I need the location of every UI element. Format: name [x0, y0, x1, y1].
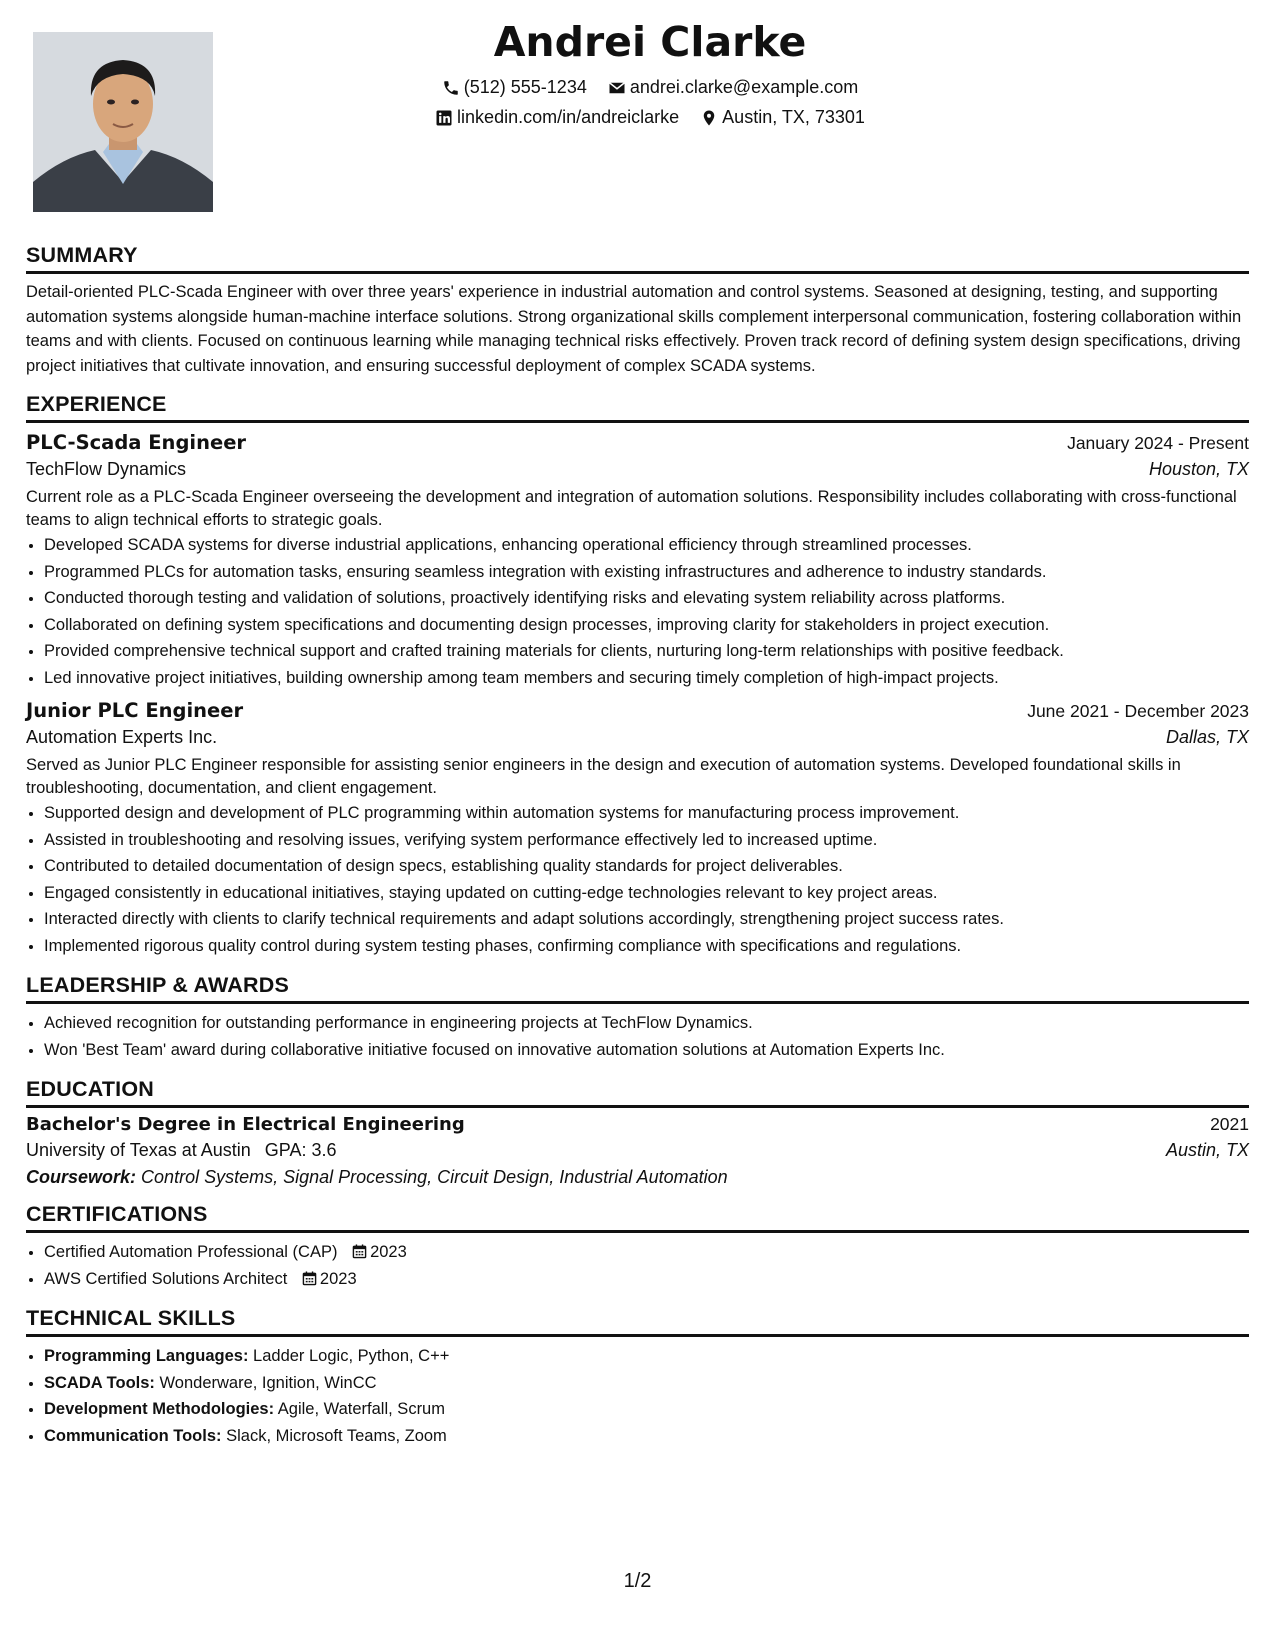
- summary-text: Detail-oriented PLC-Scada Engineer with over three years' experience in industrial automation and control systems. Seasoned at designing, testing, and supporting automation systems alongside human-machine interface solutions. Strong organizational skills complement interpersonal communication, fostering collaboration within teams and with clients. Focused on continuous learning while managing technical risks effectively. Proven track record of defining system design specifications, driving project initiatives that cultivate innovation, and ensuring successful deployment of complex SCADA systems.: [26, 283, 1242, 375]
- list-item: • Provided comprehensive technical support and crafted training materials for clients, nurturing long-term relationships with positive feedback.: [44, 638, 1249, 665]
- summary-section: [26, 243, 1249, 378]
- job-dates: June 2021 - December 2023: [1027, 701, 1249, 721]
- leadership-section: [26, 973, 1249, 1063]
- skills-list: [26, 1343, 1249, 1449]
- cert-name: Certified Automation Professional (CAP): [44, 1243, 338, 1261]
- section-title-certifications: CERTIFICATIONS: [26, 1202, 1249, 1233]
- leadership-list: [26, 1010, 1249, 1063]
- job-title: Junior PLC Engineer: [26, 699, 244, 722]
- list-item: • Assisted in troubleshooting and resolving issues, verifying system performance effectively led to increased uptime.: [44, 827, 1249, 854]
- linkedin-text: linkedin.com/in/andreiclarke: [457, 107, 680, 127]
- job-bullets: [26, 532, 1249, 691]
- school-name: University of Texas at Austin: [26, 1140, 251, 1160]
- job-dates: January 2024 - Present: [1067, 433, 1249, 453]
- job-location: Dallas, TX: [1165, 727, 1249, 747]
- education-section: [26, 1077, 1249, 1188]
- cert-name: AWS Certified Solutions Architect: [44, 1269, 288, 1288]
- linkedin-icon: [435, 109, 453, 127]
- list-item: [44, 1239, 1249, 1266]
- graduation-year: 2021: [1210, 1114, 1249, 1134]
- phone-icon: [442, 79, 460, 97]
- portrait-image: [33, 32, 213, 212]
- email-text: andrei.clarke@example.com: [629, 77, 859, 97]
- coursework: [26, 1167, 1249, 1188]
- list-item: • Achieved recognition for outstanding performance in engineering projects at TechFlow Dynamics.: [44, 1010, 1249, 1037]
- school-location: Austin, TX: [1165, 1140, 1249, 1160]
- location-item: [700, 107, 865, 128]
- skill-category: SCADA Tools:: [44, 1373, 155, 1392]
- skill-values: Agile, Waterfall, Scrum: [277, 1400, 445, 1418]
- degree-title: Bachelor's Degree in Electrical Engineering: [26, 1114, 465, 1135]
- phone-text: (512) 555-1234: [463, 77, 587, 97]
- cert-year: 2023: [319, 1269, 357, 1288]
- location-text: Austin, TX, 73301: [722, 107, 865, 127]
- phone-item[interactable]: [442, 77, 587, 98]
- experience-section: [26, 392, 1249, 959]
- section-title-skills: TECHNICAL SKILLS: [26, 1306, 1249, 1337]
- list-item: [44, 1423, 1249, 1450]
- skill-category: Communication Tools:: [44, 1426, 222, 1445]
- section-title-leadership: LEADERSHIP & AWARDS: [26, 973, 1249, 1004]
- skill-category: Programming Languages:: [44, 1347, 249, 1365]
- job-entry: [26, 699, 1249, 959]
- list-item: [44, 1343, 1249, 1370]
- list-item: • Won 'Best Team' award during collaborative initiative focused on innovative automation solutions at Automation Experts Inc.: [44, 1037, 1249, 1064]
- list-item: • Led innovative project initiatives, building ownership among team members and securing timely completion of high-impact projects.: [44, 665, 1249, 692]
- job-location: Houston, TX: [1148, 459, 1249, 479]
- skill-values: Wonderware, Ignition, WinCC: [159, 1373, 377, 1392]
- coursework-label: Coursework:: [26, 1167, 137, 1187]
- envelope-icon: [608, 79, 626, 97]
- list-item: • Conducted thorough testing and validation of solutions, proactively identifying risks and elevating system reliability across platforms.: [44, 585, 1249, 612]
- company-name: Automation Experts Inc.: [26, 727, 218, 747]
- skill-category: Development Methodologies:: [44, 1400, 275, 1418]
- list-item: [44, 1396, 1249, 1423]
- candidate-name: Andrei Clarke: [493, 18, 807, 66]
- resume-body: [26, 243, 1249, 1463]
- list-item: • Developed SCADA systems for diverse industrial applications, enhancing operational efficiency through streamlined processes.: [44, 532, 1249, 559]
- list-item: • Supported design and development of PLC programming within automation systems for manufacturing process improvement.: [44, 800, 1249, 827]
- cert-year: 2023: [370, 1243, 407, 1261]
- profile-photo: [33, 32, 213, 212]
- list-item: • Programmed PLCs for automation tasks, ensuring seamless integration with existing infrastructures and adherence to industry standards.: [44, 559, 1249, 586]
- coursework-list: Control Systems, Signal Processing, Circuit Design, Industrial Automation: [141, 1167, 728, 1187]
- email-item[interactable]: [608, 77, 858, 98]
- list-item: • Contributed to detailed documentation of design specs, establishing quality standards for project deliverables.: [44, 853, 1249, 880]
- job-description: Served as Junior PLC Engineer responsible for assisting senior engineers in the design and execution of automation systems. Developed foundational skills in troubleshooting, documentation, and client engagement.: [26, 756, 1181, 797]
- gpa: GPA: 3.6: [264, 1140, 337, 1160]
- list-item: • Interacted directly with clients to clarify technical requirements and adapt solutions accordingly, strengthening project success rates.: [44, 906, 1249, 933]
- list-item: • Collaborated on defining system specifications and documenting design processes, improving clarity for stakeholders in project execution.: [44, 612, 1249, 639]
- skills-section: [26, 1306, 1249, 1449]
- linkedin-item[interactable]: [435, 107, 679, 128]
- job-entry: [26, 431, 1249, 691]
- contact-line-1: [270, 77, 1030, 102]
- list-item: [44, 1370, 1249, 1397]
- section-title-summary: SUMMARY: [26, 243, 1249, 274]
- section-title-experience: EXPERIENCE: [26, 392, 1249, 423]
- certifications-list: [26, 1239, 1249, 1292]
- skill-values: Slack, Microsoft Teams, Zoom: [226, 1426, 447, 1445]
- job-description: Current role as a PLC-Scada Engineer overseeing the development and integration of automation solutions. Responsibility includes collaborating with cross-functional teams to align technical efforts to strategic goals.: [26, 488, 1237, 529]
- map-pin-icon: [700, 109, 718, 127]
- list-item: • Implemented rigorous quality control during system testing phases, confirming compliance with specifications and regulations.: [44, 933, 1249, 960]
- calendar-icon: [352, 1244, 367, 1259]
- list-item: [44, 1266, 1249, 1293]
- skill-values: Ladder Logic, Python, C++: [253, 1347, 450, 1365]
- page-number: 1/2: [623, 1570, 652, 1592]
- job-bullets: [26, 800, 1249, 959]
- list-item: • Engaged consistently in educational initiatives, staying updated on cutting-edge technologies relevant to key project areas.: [44, 880, 1249, 907]
- calendar-icon: [302, 1271, 317, 1286]
- certifications-section: [26, 1202, 1249, 1292]
- section-title-education: EDUCATION: [26, 1077, 1249, 1108]
- contact-line-2: [270, 107, 1030, 132]
- job-title: PLC-Scada Engineer: [26, 431, 247, 454]
- company-name: TechFlow Dynamics: [26, 459, 187, 479]
